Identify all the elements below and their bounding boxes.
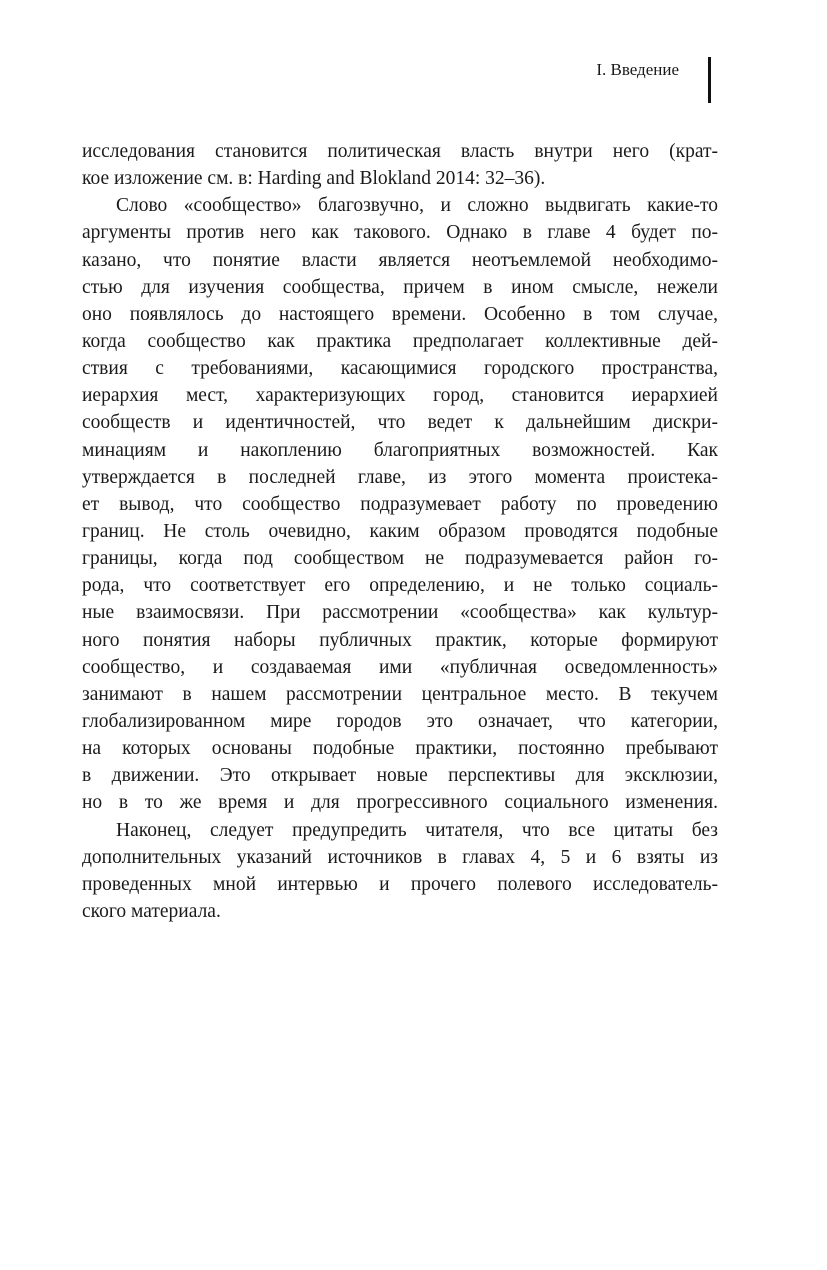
paragraph xyxy=(82,817,718,926)
text-line: границы, когда под сообществом не подразумевается район го- xyxy=(82,548,718,570)
running-head-rule xyxy=(708,57,711,103)
text-line: ствия с требованиями, касающимися городского пространства, xyxy=(82,358,718,380)
text-line: проведенных мной интервью и прочего полевого исследователь- xyxy=(82,873,718,895)
text-line: Наконец, следует предупредить читателя, что все цитаты без xyxy=(116,819,718,841)
text-line: иерархия мест, характеризующих город, становится иерархией xyxy=(82,385,718,407)
text-line: сообщество, и создаваемая ими «публичная осведомленность» xyxy=(82,656,718,678)
text-line: занимают в нашем рассмотрении центральное место. В текучем xyxy=(82,683,718,705)
text-line: аргументы против него как такового. Однако в главе 4 будет по- xyxy=(82,222,718,244)
text-line: утверждается в последней главе, из этого момента проистека- xyxy=(82,466,718,488)
text-line: но в то же время и для прогрессивного социального изменения. xyxy=(82,792,718,814)
text-line: глобализированном мире городов это означает, что категории, xyxy=(82,710,718,732)
text-line: ского материала. xyxy=(82,900,221,922)
text-line: ные взаимосвязи. При рассмотрении «сообщества» как культур- xyxy=(82,602,718,624)
text-line: в движении. Это открывает новые перспективы для эксклюзии, xyxy=(82,765,718,787)
text-line: кое изложение см. в: Harding and Blokland 2014: 32–36). xyxy=(82,168,546,190)
text-line: исследования становится политическая власть внутри него (крат- xyxy=(82,141,718,162)
text-line: стью для изучения сообщества, причем в ином смысле, нежели xyxy=(82,276,718,298)
text-line: рода, что соответствует его определению, и не только социаль- xyxy=(82,575,718,597)
text-line: ет вывод, что сообщество подразумевает работу по проведению xyxy=(82,493,718,515)
text-line: дополнительных указаний источников в главах 4, 5 и 6 взяты из xyxy=(82,846,718,868)
text-line: когда сообщество как практика предполагает коллективные дей- xyxy=(82,330,718,352)
text-line: Слово «сообщество» благозвучно, и сложно выдвигать какие-то xyxy=(116,195,718,217)
text-line: сообществ и идентичностей, что ведет к дальнейшим дискри- xyxy=(82,412,718,434)
text-line: границ. Не столь очевидно, каким образом проводятся подобные xyxy=(82,520,718,542)
running-head: I. Введение xyxy=(596,60,679,79)
text-line: ного понятия наборы публичных практик, которые формируют xyxy=(82,629,718,651)
paragraph xyxy=(82,192,718,816)
text-line: казано, что понятие власти является неотъемлемой необходимо- xyxy=(82,249,718,271)
paragraph xyxy=(82,138,718,192)
text-line: на которых основаны подобные практики, постоянно пребывают xyxy=(82,738,718,760)
text-line: оно появлялось до настоящего времени. Особенно в том случае, xyxy=(82,303,718,325)
text-line: минациям и накоплению благоприятных возможностей. Как xyxy=(82,439,718,461)
body-text xyxy=(82,138,718,925)
